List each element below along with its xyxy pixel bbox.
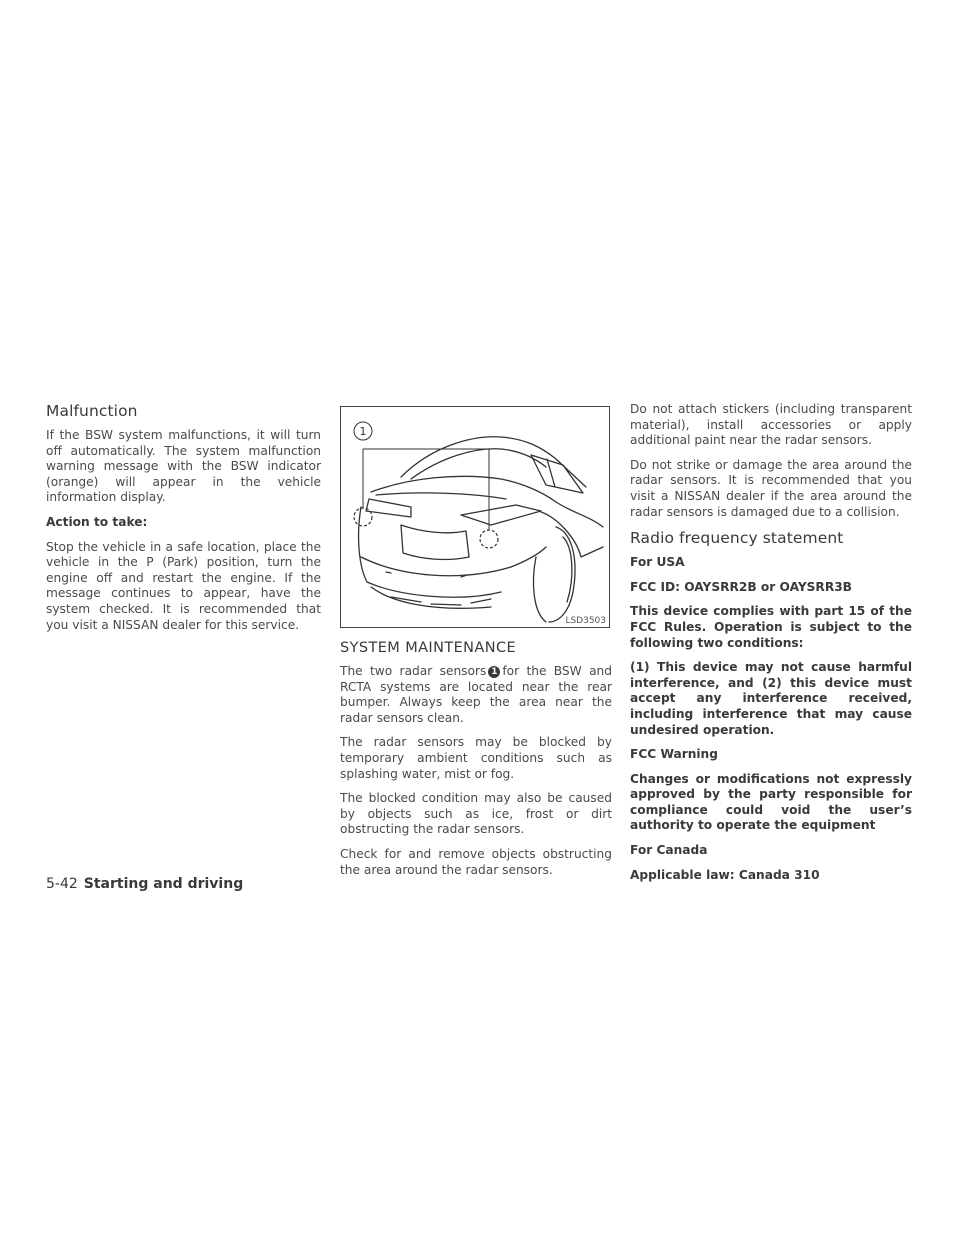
right-column (630, 402, 912, 892)
action-paragraph: Stop the vehicle in a safe location, place the vehicle in the P (Park) position, turn the engine off and restart the engine. If the message continues to appear, have the system checked. It is recommended that you visit a NISSAN dealer for this service. (46, 539, 321, 632)
system-maintenance-heading: SYSTEM MAINTENANCE (340, 640, 517, 656)
maintenance-paragraph-2: The radar sensors may be blocked by temporary ambient conditions such as splashing water, mist or fog. (340, 735, 612, 781)
fcc-warning-label: FCC Warning (630, 747, 718, 762)
maintenance-p1-pre: The two radar sensors (340, 664, 487, 678)
page-footer (46, 876, 243, 892)
car-rear-illustration (341, 407, 609, 627)
changes-text: Changes or modifications not expressly approved by the party responsible for compliance could void the user’s authority to operate the equipment (630, 771, 912, 833)
radio-frequency-heading: Radio frequency statement (630, 529, 844, 548)
applicable-law-text: Applicable law: Canada 310 (630, 867, 820, 882)
malfunction-heading: Malfunction (46, 402, 138, 420)
stickers-paragraph: Do not attach stickers (including transparent material), install accessories or apply additional paint near the radar sensors. (630, 402, 912, 448)
fcc-id-text: FCC ID: OAYSRR2B or OAYSRR3B (630, 579, 852, 594)
figure-code: LSD3503 (565, 616, 606, 626)
for-usa-label: For USA (630, 555, 685, 570)
maintenance-p1-post: for the BSW and RCTA systems are located near the rear bumper. Always keep the area near the radar sensors clean. (340, 664, 612, 725)
maintenance-paragraph-3: The blocked condition may also be caused by objects such as ice, frost or dirt obstructing the radar sensors. (340, 791, 612, 837)
left-column (46, 402, 321, 642)
callout-1-badge: 1 (488, 666, 500, 678)
middle-column (340, 402, 612, 887)
strike-paragraph: Do not strike or damage the area around the radar sensors. It is recommended that you visit a NISSAN dealer if the area around the radar sensors is damaged due to a collision. (630, 457, 912, 519)
page-number: 5-42 (46, 876, 78, 892)
for-canada-label: For Canada (630, 843, 708, 858)
compliance-text: This device complies with part 15 of the FCC Rules. Operation is subject to the following two conditions: (630, 604, 912, 650)
conditions-text: (1) This device may not cause harmful interference, and (2) this device must accept any interference received, including interference that may cause undesired operation. (630, 660, 912, 737)
maintenance-paragraph-1 (340, 664, 612, 726)
malfunction-paragraph: If the BSW system malfunctions, it will turn off automatically. The system malfunction warning message with the BSW indicator (orange) will appear in the vehicle information display. (46, 428, 321, 505)
action-label: Action to take: (46, 514, 148, 529)
radar-sensor-figure (340, 406, 610, 628)
maintenance-paragraph-4: Check for and remove objects obstructing the area around the radar sensors. (340, 846, 612, 877)
figure-callout-label: 1 (359, 425, 367, 438)
section-title: Starting and driving (83, 876, 244, 892)
